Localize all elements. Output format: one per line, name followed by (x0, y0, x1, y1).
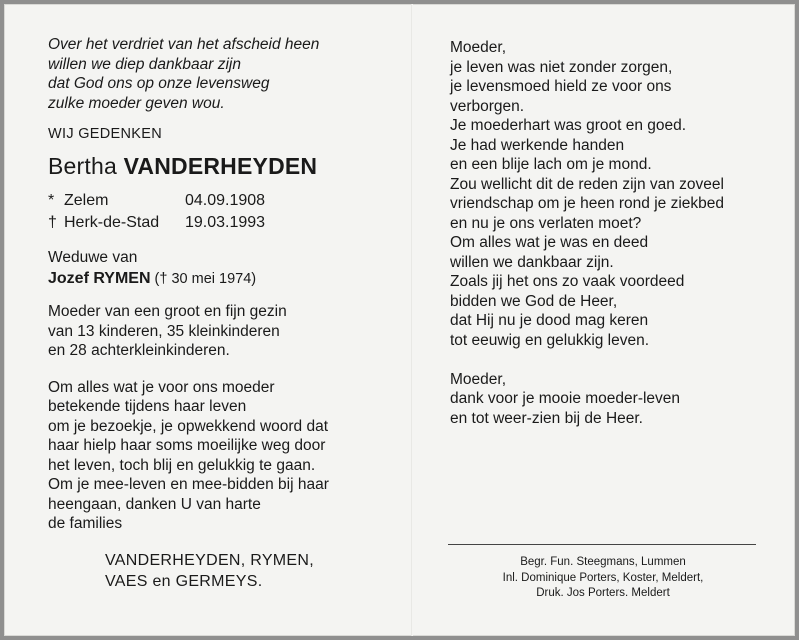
life-dates (48, 190, 408, 234)
birth-place: Zelem (64, 192, 109, 209)
poem (450, 38, 780, 428)
credit-line: Inl. Dominique Porters, Koster, Meldert, (502, 571, 704, 584)
text-line: de families (48, 515, 123, 532)
poem-line: verborgen. (450, 97, 525, 115)
poem-line: vriendschap om je heen rond je ziekbed (450, 195, 725, 212)
birth-date: 04.09.1908 (185, 192, 266, 209)
poem-line: je levensmoed hield ze voor ons (450, 78, 672, 95)
spouse-line (48, 268, 408, 290)
poem-line: en tot weer-zien bij de Heer. (450, 409, 643, 427)
credits-divider (448, 544, 756, 545)
poem-line: Je had werkende handen (450, 136, 625, 154)
death-place: Herk-de-Stad (64, 214, 160, 231)
death-row (48, 212, 408, 234)
family-text (48, 302, 408, 361)
spouse-intro: Weduwe van (48, 249, 138, 266)
poem-line: willen we dankbaar zijn. (450, 253, 614, 271)
spouse-death-note: († 30 mei 1974) (154, 271, 257, 287)
opening-verse (48, 35, 408, 113)
poem-line: Moeder, (450, 39, 507, 56)
signature-line: VANDERHEYDEN, RYMEN, (105, 551, 314, 569)
spouse-name: Jozef RYMEN (48, 270, 151, 287)
text-line: van 13 kinderen, 35 kleinkinderen (48, 322, 280, 340)
poem-line: dank voor je mooie moeder-leven (450, 390, 681, 407)
poem-line: tot eeuwig en gelukkig leven. (450, 331, 650, 349)
verse-line: willen we diep dankbaar zijn (48, 55, 242, 73)
poem-stanza-2 (450, 370, 780, 429)
text-line: Moeder van een groot en fijn gezin (48, 303, 287, 320)
poem-line: en nu je ons verlaten moet? (450, 214, 642, 232)
birth-row (48, 190, 408, 212)
deceased-last-name: VANDERHEYDEN (123, 153, 318, 179)
printer-credits (450, 555, 756, 602)
memorial-heading: WIJ GEDENKEN (48, 126, 162, 142)
deceased-name (48, 153, 408, 180)
verse-line: Over het verdriet van het afscheid heen (48, 36, 320, 53)
thanks-text (48, 378, 408, 534)
text-line: het leven, toch blij en gelukkig te gaan. (48, 456, 316, 474)
poem-line: bidden we God de Heer, (450, 292, 618, 310)
poem-line: Je moederhart was groot en goed. (450, 117, 687, 134)
text-line: Om alles wat je voor ons moeder (48, 378, 275, 396)
deceased-first-name: Bertha (48, 153, 117, 179)
poem-line: dat Hij nu je dood mag keren (450, 312, 649, 329)
left-panel (48, 35, 408, 592)
families-signature (105, 550, 408, 592)
poem-line: Zou wellicht dit de reden zijn van zoveel (450, 175, 724, 193)
text-line: en 28 achterkleinkinderen. (48, 342, 230, 359)
credit-line: Druk. Jos Porters. Meldert (536, 587, 670, 599)
verse-line: zulke moeder geven wou. (48, 94, 225, 112)
right-panel (450, 38, 780, 428)
poem-line: Zoals jij het ons zo vaak voordeed (450, 273, 685, 290)
card-fold-line (411, 4, 413, 636)
verse-line: dat God ons op onze levensweg (48, 75, 270, 92)
text-line: Om je mee-leven en mee-bidden bij haar (48, 476, 329, 493)
credit-line: Begr. Fun. Steegmans, Lummen (520, 556, 686, 568)
poem-line: en een blije lach om je mond. (450, 156, 652, 173)
poem-line: Om alles wat je was en deed (450, 234, 649, 251)
poem-line: je leven was niet zonder zorgen, (450, 58, 673, 76)
text-line: betekende tijdens haar leven (48, 398, 247, 415)
signature-line: VAES en GERMEYS. (105, 572, 263, 590)
birth-symbol: * (48, 192, 55, 209)
cross-symbol: † (48, 214, 57, 231)
text-line: om je bezoekje, je opwekkend woord dat (48, 417, 329, 435)
text-line: haar hielp haar soms moeilijke weg door (48, 437, 326, 454)
poem-line: Moeder, (450, 370, 507, 388)
text-line: heengaan, danken U van harte (48, 495, 261, 513)
poem-stanza-1 (450, 38, 780, 350)
death-date: 19.03.1993 (185, 214, 266, 231)
